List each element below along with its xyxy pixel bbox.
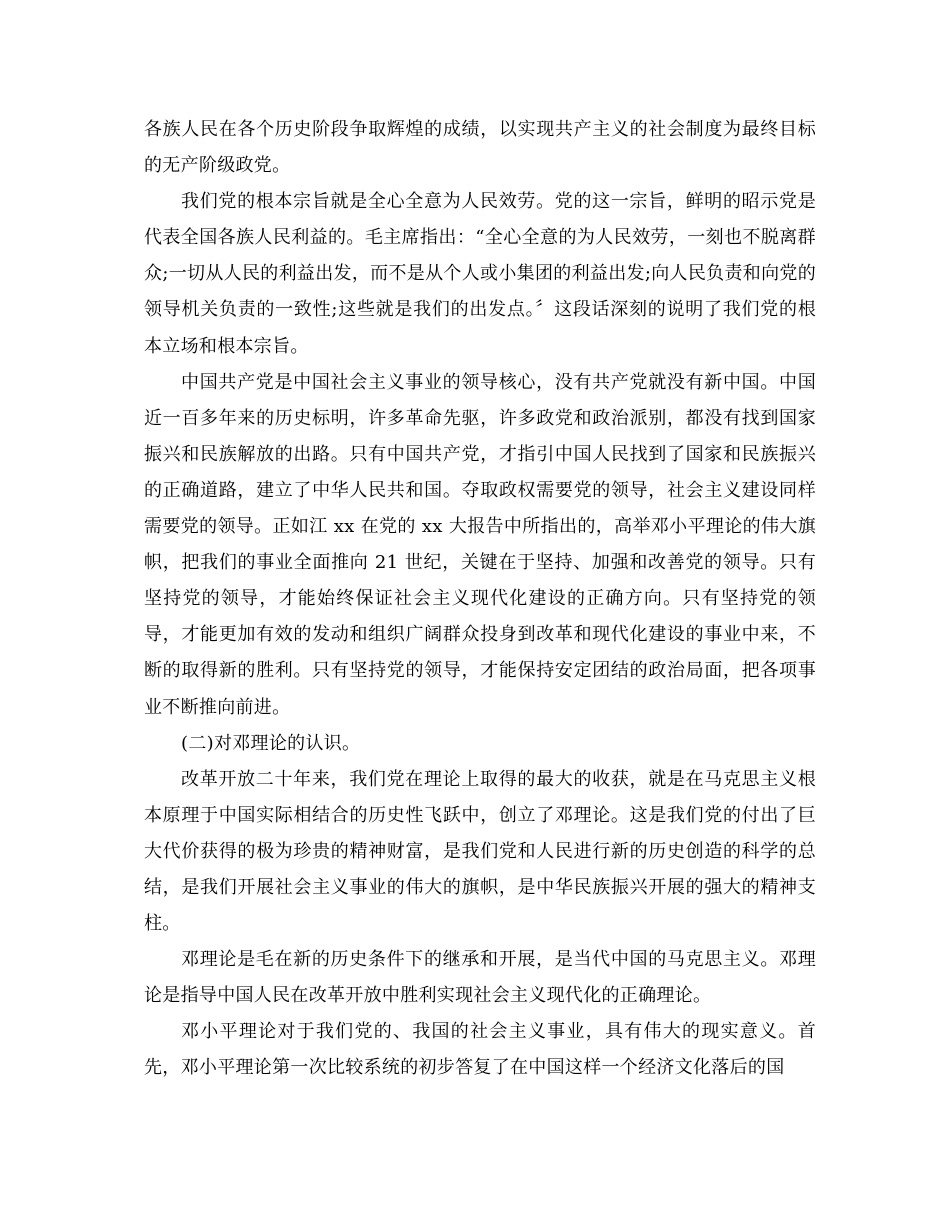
paragraph-5: 邓理论是毛在新的历史条件下的继承和开展，是当代中国的马克思主义。邓理论是指导中国人民在改革开放中胜利实现社会主义现代化的正确理论。 <box>144 949 816 1007</box>
paragraph-6: 邓小平理论对于我们党的、我国的社会主义事业，具有伟大的现实意义。首先，邓小平理论第一次比较系统的初步答复了在中国这样一个经济文化落后的国 <box>144 1021 816 1079</box>
paragraph-4: 改革开放二十年来，我们党在理论上取得的最大的收获，就是在马克思主义根本原理于中国实际相结合的历史性飞跃中，创立了邓理论。这是我们党的付出了巨大代价获得的极为珍贵的精神财富，是我们党和人民进行新的历史创造的科学的总结，是我们开展社会主义事业的伟大的旗帜，是中华民族振兴开展的强大的精神支柱。 <box>144 768 816 935</box>
paragraph-3: 中国共产党是中国社会主义事业的领导核心，没有共产党就没有新中国。中国近一百多年来的历史标明，许多革命先驱，许多政党和政治派别，都没有找到国家振兴和民族解放的出路。只有中国共产党，才指引中国人民找到了国家和民族振兴的正确道路，建立了中华人民共和国。夺取政权需要党的领导，社会主义建设同样需要党的领导。正如江 xx 在党的 xx 大报告中所指出的，高举邓小平理论的伟大旗帜，把我们的事业全面推向 21 世纪，关键在于坚持、加强和改善党的领导。只有坚持党的领导，才能始终保证社会主义现代化建设的正确方向。只有坚持党的领导，才能更加有效的发动和组织广阔群众投身到改革和现代化建设的事业中来，不断的取得新的胜利。只有坚持党的领导，才能保持安定团结的政治局面，把各项事业不断推向前进。 <box>144 371 816 718</box>
document-page <box>144 112 816 1087</box>
section-heading: (二)对邓理论的认识。 <box>181 732 361 754</box>
paragraph-1: 各族人民在各个历史阶段争取辉煌的成绩，以实现共产主义的社会制度为最终目标的无产阶级政党。 <box>144 119 816 177</box>
paragraph-2: 我们党的根本宗旨就是全心全意为人民效劳。党的这一宗旨，鲜明的昭示党是代表全国各族人民利益的。毛主席指出：“全心全意的为人民效劳，一刻也不脱离群众;一切从人民的利益出发，而不是从个人或小集团的利益出发;向人民负责和向党的领导机关负责的一致性;这些就是我们的出发点。〞这段话深刻的说明了我们党的根本立场和根本宗旨。 <box>144 191 816 357</box>
